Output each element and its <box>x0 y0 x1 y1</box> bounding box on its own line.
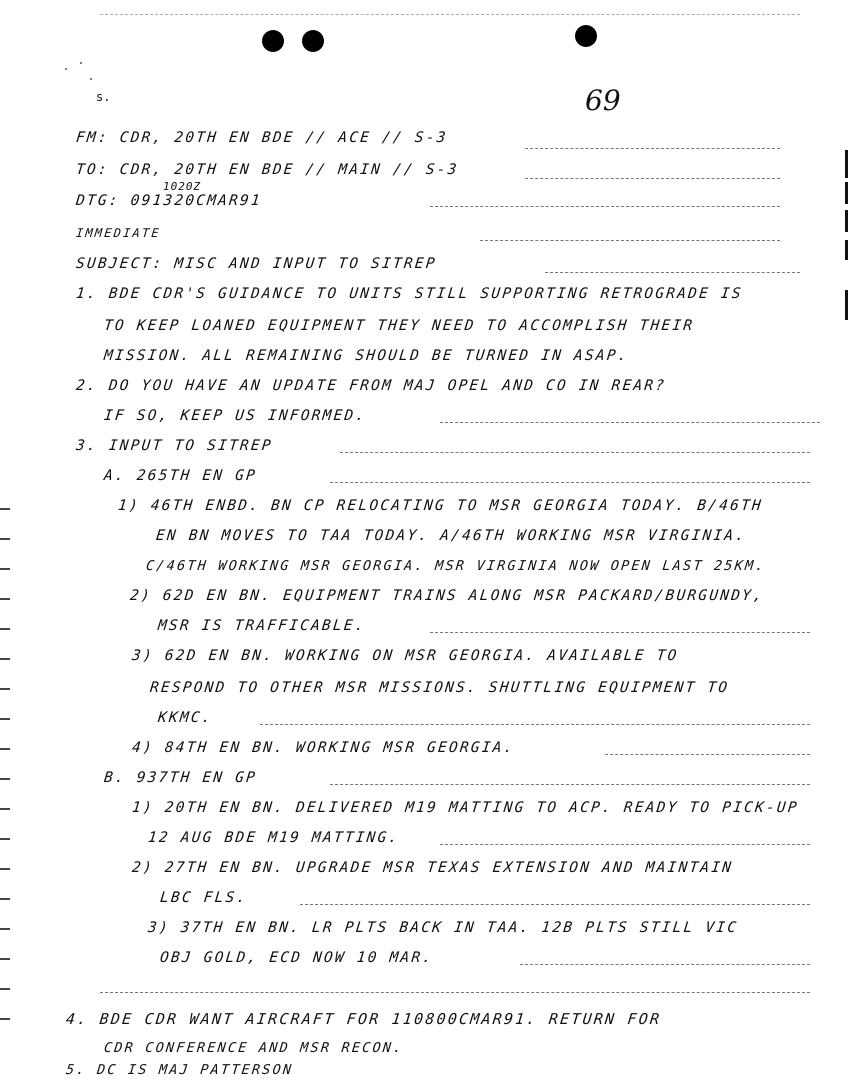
para-2-line-1: 2. DO YOU HAVE AN UPDATE FROM MAJ OPEL AND CO IN REAR? <box>75 378 668 394</box>
para-3a-title: A. 265TH EN GP <box>103 468 258 484</box>
form-rule <box>340 452 810 453</box>
para-3b-line-1: 1) 20TH EN BN. DELIVERED M19 MATTING TO ACP. READY TO PICK-UP <box>131 800 800 816</box>
para-2-line-2: IF SO, KEEP US INFORMED. <box>103 408 368 424</box>
form-rule <box>545 272 800 273</box>
scan-edge-tick <box>0 868 10 870</box>
subject-line: SUBJECT: MISC AND INPUT TO SITREP <box>75 256 438 272</box>
form-rule <box>330 482 810 483</box>
scan-edge-tick <box>0 658 10 660</box>
para-3b-line-4: LBC FLS. <box>159 890 249 906</box>
para-3a-line-7: RESPOND TO OTHER MSR MISSIONS. SHUTTLING EQUIPMENT TO <box>149 680 731 696</box>
para-3b-line-2: 12 AUG BDE M19 MATTING. <box>147 830 401 846</box>
form-rule <box>605 754 810 755</box>
scan-edge-tick <box>0 928 10 930</box>
scan-edge-tick <box>0 568 10 570</box>
scan-edge-tick <box>0 988 10 990</box>
scan-edge-tick <box>0 508 10 510</box>
scan-speck <box>90 78 92 80</box>
scan-edge-bar <box>845 150 848 178</box>
para-3a-line-1: 1) 46TH ENBD. BN CP RELOCATING TO MSR GEORGIA TODAY. B/46TH <box>117 498 764 514</box>
form-rule <box>480 240 780 241</box>
para-4-line-1: 4. BDE CDR WANT AIRCRAFT FOR 110800CMAR91. RETURN FOR <box>65 1010 663 1028</box>
form-rule <box>300 904 810 905</box>
para-1-line-2: TO KEEP LOANED EQUIPMENT THEY NEED TO ACCOMPLISH THEIR <box>103 318 696 334</box>
scan-edge-tick <box>0 1018 10 1020</box>
para-3a-line-6: 3) 62D EN BN. WORKING ON MSR GEORGIA. AVAILABLE TO <box>131 648 680 664</box>
to-line: TO: CDR, 20TH EN BDE // MAIN // S-3 <box>75 162 460 178</box>
para-3a-line-3: C/46TH WORKING MSR GEORGIA. MSR VIRGINIA NOW OPEN LAST 25KM. <box>145 558 767 574</box>
scan-edge-tick <box>0 688 10 690</box>
from-line: FM: CDR, 20TH EN BDE // ACE // S-3 <box>75 130 449 146</box>
para-1-line-3: MISSION. ALL REMAINING SHOULD BE TURNED IN ASAP. <box>103 348 630 364</box>
scan-edge-tick <box>0 748 10 750</box>
hole-punch-right <box>575 25 597 47</box>
form-rule <box>430 206 780 207</box>
dtg-insert: 1020Z <box>163 180 202 193</box>
scan-edge-tick <box>0 598 10 600</box>
form-rule <box>440 422 820 423</box>
hole-punch-center <box>302 30 324 52</box>
page-number: 69 <box>585 84 621 117</box>
para-3b-line-3: 2) 27TH EN BN. UPGRADE MSR TEXAS EXTENSION AND MAINTAIN <box>131 860 734 876</box>
scan-edge-tick <box>0 538 10 540</box>
form-rule <box>430 632 810 633</box>
scan-edge-bar <box>845 290 848 320</box>
form-rule <box>525 178 780 179</box>
form-rule <box>100 992 810 993</box>
form-rule <box>330 784 810 785</box>
para-3a-line-4: 2) 62D EN BN. EQUIPMENT TRAINS ALONG MSR PACKARD/BURGUNDY, <box>129 588 765 604</box>
scan-edge-tick <box>0 838 10 840</box>
para-3a-line-8: KKMC. <box>157 710 214 726</box>
precedence-line: IMMEDIATE <box>75 226 162 240</box>
para-3-title: 3. INPUT TO SITREP <box>75 438 274 454</box>
scan-noise-top <box>100 14 800 15</box>
scan-edge-tick <box>0 718 10 720</box>
form-rule <box>260 724 810 725</box>
scan-edge-tick <box>0 628 10 630</box>
scan-edge-tick <box>0 898 10 900</box>
scan-speck <box>80 62 82 64</box>
scan-edge-tick <box>0 958 10 960</box>
para-1-line-1: 1. BDE CDR'S GUIDANCE TO UNITS STILL SUPPORTING RETROGRADE IS <box>75 286 744 302</box>
scan-edge-tick <box>0 778 10 780</box>
para-3b-title: B. 937TH EN GP <box>103 770 258 786</box>
form-rule <box>520 964 810 965</box>
para-3a-line-9: 4) 84TH EN BN. WORKING MSR GEORGIA. <box>131 740 516 756</box>
form-rule <box>525 148 780 149</box>
para-3b-line-5: 3) 37TH EN BN. LR PLTS BACK IN TAA. 12B PLTS STILL VIC <box>147 920 740 936</box>
form-rule <box>440 844 810 845</box>
scan-edge-bar <box>845 240 848 260</box>
scan-edge-bar <box>845 182 848 204</box>
hole-punch-left <box>262 30 284 52</box>
dtg-line: DTG: 091320CMAR91 <box>75 193 263 209</box>
corner-mark: s. <box>96 90 111 104</box>
para-5-line: 5. DC IS MAJ PATTERSON <box>65 1062 295 1078</box>
para-4-line-2: CDR CONFERENCE AND MSR RECON. <box>103 1040 405 1056</box>
scan-edge-bar <box>845 210 848 232</box>
scan-edge-tick <box>0 808 10 810</box>
para-3a-line-5: MSR IS TRAFFICABLE. <box>157 618 367 634</box>
para-3b-line-6: OBJ GOLD, ECD NOW 10 MAR. <box>159 950 435 966</box>
scan-speck <box>65 68 67 70</box>
para-3a-line-2: EN BN MOVES TO TAA TODAY. A/46TH WORKING MSR VIRGINIA. <box>155 528 748 544</box>
